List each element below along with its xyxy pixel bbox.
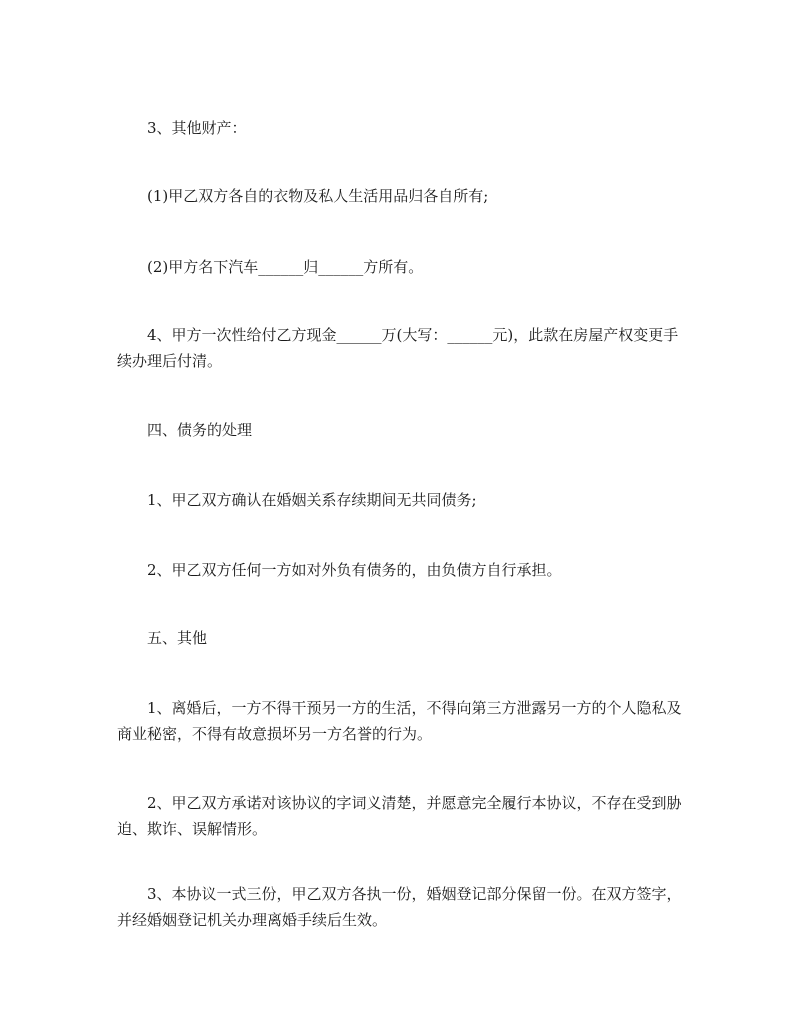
clause-non-interference: 1、离婚后，一方不得干预另一方的生活，不得向第三方泄露另一方的个人隐私及商业秘密，不得有故意损坏另一方名誉的行为。 [117, 699, 682, 743]
clause-copies-effectiveness: 3、本协议一式三份，甲乙双方各执一份，婚姻登记部分保留一份。在双方签字，并经婚姻登记机关办理离婚手续后生效。 [117, 885, 682, 929]
clause-other-property-heading: 3、其他财产： [147, 119, 247, 137]
clause-individual-debt: 2、甲乙双方任何一方如对外负有债务的，由负债方自行承担。 [147, 561, 562, 579]
clause-personal-belongings: (1)甲乙双方各自的衣物及私人生活用品归各自所有; [147, 187, 489, 205]
clause-understanding-commitment: 2、甲乙双方承诺对该协议的字词义清楚，并愿意完全履行本协议，不存在受到胁迫、欺诈、误解情形。 [117, 794, 682, 838]
clause-vehicle-ownership: (2)甲方名下汽车______归______方所有。 [147, 258, 424, 276]
clause-cash-payment: 4、甲方一次性给付乙方现金______万(大写：______元)，此款在房屋产权变更手续办理后付清。 [117, 326, 679, 370]
section-debt-handling-heading: 四、债务的处理 [147, 421, 253, 439]
clause-no-joint-debt: 1、甲乙双方确认在婚姻关系存续期间无共同债务; [147, 491, 477, 509]
section-other-heading: 五、其他 [147, 629, 208, 647]
